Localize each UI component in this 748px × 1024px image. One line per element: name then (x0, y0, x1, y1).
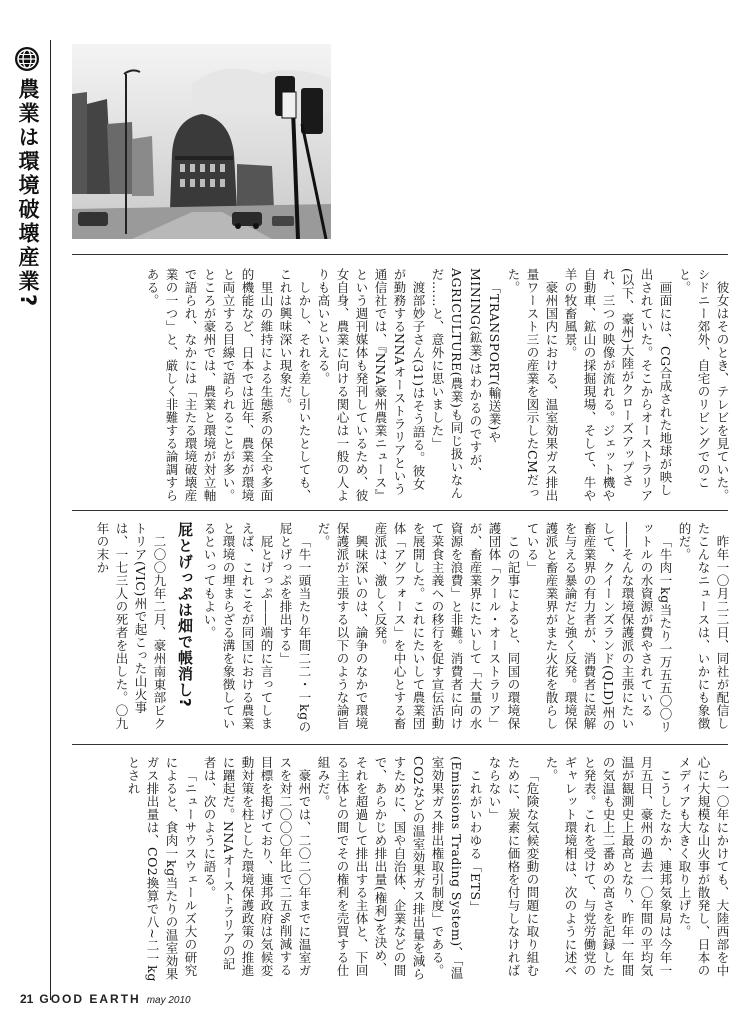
paragraph: 昨年一〇月二二日、同社が配信したこんなニュースは、いかにも象徴的だ。 (677, 522, 730, 730)
paragraph: 「牛肉一kg当たり一万五五〇〇リットルの水資源が費やされている――そんな環境保護派の主張にたいして、クイーンズランド(QLD)州の畜産業界の有力者が、消費者に誤解を与える暴論だと強く反発。環境保護派と畜産業界がまた火花を散らしている」 (525, 522, 673, 734)
paragraph: 「危険な気候変動の問題に取り組むために、炭素に価格を付与しなければならない」 (487, 756, 540, 977)
globe-icon (14, 46, 40, 72)
paragraph: 渡部妙子さん(31)はそう語る。彼女が勤務するNNAオーストラリアという通信社では、『NNA豪州農業ニュース』という週刊媒体も発刊しているため、彼女自身、農業に向ける関心は一般の人よりも高いといえる。 (316, 268, 426, 502)
article-block-top-right (72, 268, 732, 502)
street-photo (72, 44, 331, 239)
paragraph: 「牛一頭当たり年間二二・一kgの屁とげっぷを排出する」 (278, 522, 312, 734)
paragraph: ら一〇年にかけても、大陸西部を中心に大規模な山火事が散発し、日本のメディアも大きく取り上げた。 (677, 756, 730, 977)
article-block-middle (72, 522, 732, 736)
paragraph: 屁とげっぷ――端的に言ってしまえば、これこそが同国における農業と環境の埋まらざる溝を象徴しているといってもよい。 (202, 522, 274, 730)
paragraph: 二〇〇九年二月、豪州南東部ビクトリア(VIC)州で起こった山火事は、一七三人の死者を出した。〇九年の末か (95, 522, 167, 730)
middle-separator (72, 510, 728, 511)
paragraph: 豪州国内における、温室効果ガス排出量ワースト三の産業を図示したCMだった。 (506, 268, 559, 502)
paragraph: この記事によると、同国の環境保護団体「クール・オーストラリア」が、畜産業界にたいして「大量の水資源を浪費」と非難。消費者に向けて菜食主義への移行を促す宣伝活動を展開した。これにたいして農業団体「アグフォース」を中心とする畜産派は、激しく反発。 (373, 522, 521, 730)
page-footer (20, 992, 191, 1006)
issue-date: may 2010 (146, 995, 191, 1006)
top-separator (72, 254, 728, 255)
paragraph: 画面には、CG合成された地球が映し出されていた。そこからオーストラリア(以下、豪州)大陸がクローズアップされ、三つの映像が流れる。ジェット機や自動車、鉱山の採掘現場、そして、牛や羊の牧畜風景。 (563, 268, 673, 502)
paragraph: 興味深いのは、論争のなかで環境保護派が主張する以下のような論旨だ。 (316, 522, 369, 730)
section-title: 農業は環境破壊産業? (16, 78, 40, 310)
paragraph: しかし、それを差し引いたとしても、これは興味深い現象だ。 (278, 268, 312, 502)
paragraph: 「ニューサウスウェールズ大の研究によると、食肉一kg当たりの温室効果ガス排出量は、CO2換算で八~二一kgとされ (126, 756, 198, 982)
bottom-separator (72, 744, 728, 745)
vertical-divider-rule (50, 40, 51, 1000)
paragraph: 彼女はそのとき、テレビを見ていた。シドニー郊外、自宅のリビングでのこと。 (677, 268, 730, 502)
paragraph: これがいわゆる「ETS」(Emissions Trading System)、「温室効果ガス排出権取引制度」である。CO2などの温室効果ガス排出量を減らすために、国や自治体、企業などの間で、あらかじめ排出量(権利)を決め、それを超過して排出する主体と、下回る主体との間でその権利を売買する仕組みだ。 (316, 756, 483, 981)
paragraph: 豪州では、二〇二〇年までに温室ガスを対二〇〇〇年比で二五%削減する目標を掲げており、連邦政府は気候変動対策を柱とした環境保護政策の推進に躍起だ。NNAオーストラリアの記者は、次のように語る。 (202, 756, 312, 977)
article-block-bottom (72, 756, 732, 982)
paragraph: 「TRANSPORT(輸送業)やMINING(鉱業)はわかるのですが、AGRICULTURE(農業)も同じ扱いなんだ……と、意外に思いました」 (430, 268, 502, 500)
subheading: 屁とげっぷは畑で帳消し? (176, 522, 194, 708)
paragraph: 里山の維持による生態系の保全や多面的機能など、日本では近年、農業が環境と両立する目線で語られることが多い。ところが豪州では、農業と環境が対立軸で語られ、なかには「主たる環境破壊産業の一つ」と、厳しく非難する論調すらある。 (145, 268, 274, 502)
paragraph: こうしたなか、連邦気象局は今年一月五日、豪州の過去一〇年間の平均気温が観測史上最高となり、昨年一年間の気温も史上二番めの高さを記録したと発表。これを受けて、与党労働党のギャレット環境相は、次のように述べた。 (544, 756, 673, 977)
page-number: 21 (20, 992, 34, 1006)
magazine-name: GOOD EARTH (39, 992, 141, 1006)
